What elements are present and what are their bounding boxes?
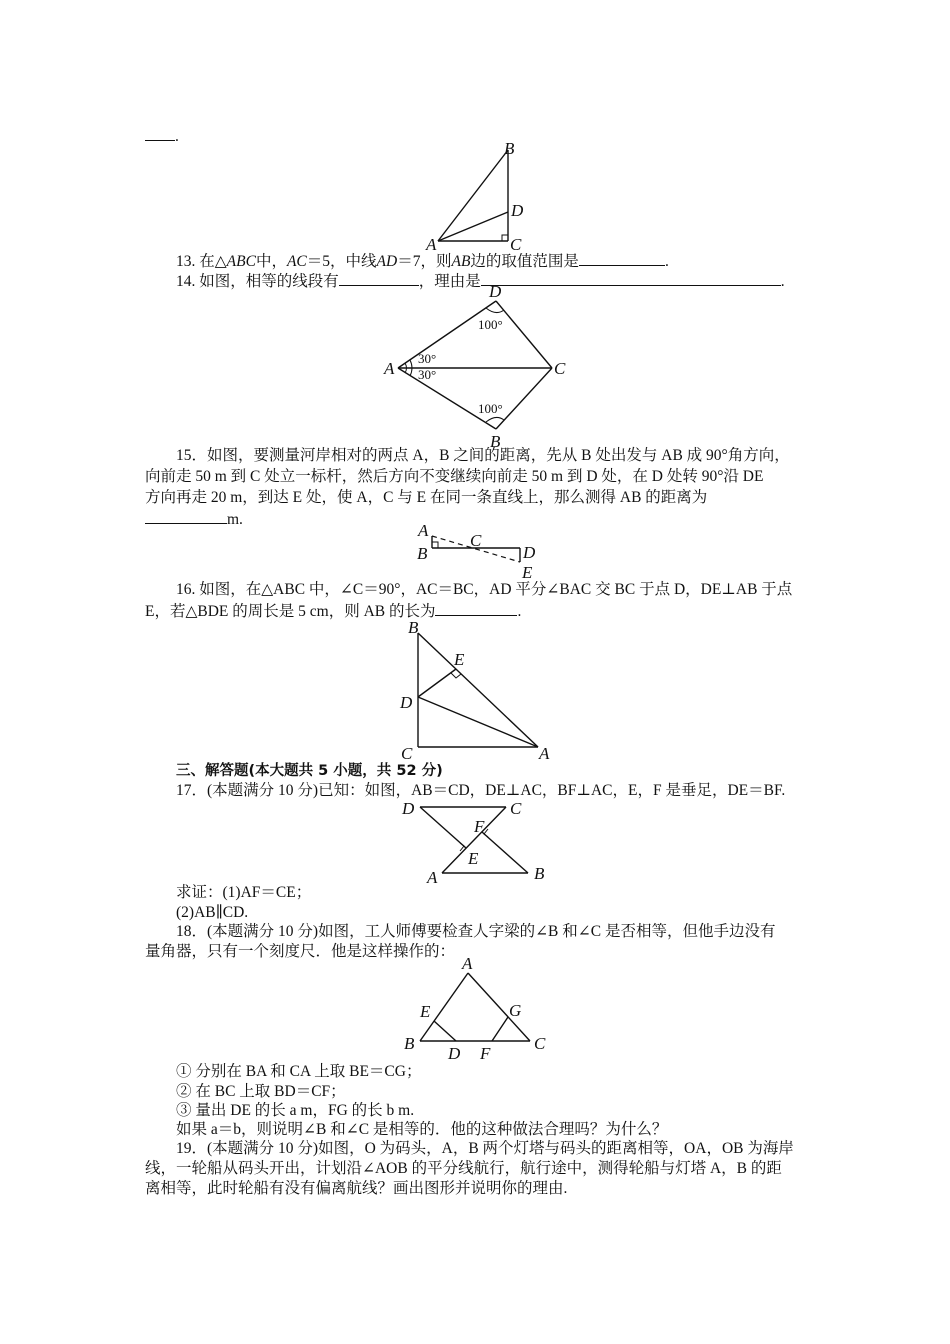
question-17-line1: 17．(本题满分 10 分)已知：如图，AB＝CD，DE⊥AC，BF⊥AC，E，F 是垂足，DE＝BF. [176, 782, 786, 799]
answer-blank [579, 251, 665, 266]
label-C: C [554, 359, 566, 378]
label-D: D [523, 543, 536, 562]
label-B: B [504, 139, 515, 158]
label-B: B [408, 618, 419, 637]
proof-part-1: 求证：(1)AF＝CE； [176, 884, 312, 901]
section-heading: 三、解答题(本大题共 5 小题，共 52 分) [176, 763, 443, 779]
label-B: B [490, 432, 501, 449]
label-A: A [462, 954, 473, 973]
label-C: C [510, 235, 522, 253]
question-16-line2: E，若△BDE 的周长是 5 cm，则 AB 的长为 . [145, 603, 522, 620]
label-D: D [489, 283, 502, 301]
angle-label: 100° [478, 401, 503, 416]
question-18-prompt: 如果 a＝b，则说明∠B 和∠C 是相等的．他的这种做法合理吗？为什么？ [176, 1121, 668, 1138]
question-15-line2: 向前走 50 m 到 C 处立一标杆，然后方向不变继续向前走 50 m 到 D 处，在 D 处转 90°沿 DE [145, 468, 764, 485]
figure-q17 [396, 795, 556, 887]
question-18-line2: 量角器，只有一个刻度尺．他是这样操作的： [145, 943, 456, 960]
label-D: D [448, 1044, 461, 1063]
step-2: ② 在 BC 上取 BD＝CF； [176, 1083, 346, 1100]
question-19-line1: 19．(本题满分 10 分)如图，O 为码头，A，B 两个灯塔与码头的距离相等，OA，OB 为海岸 [176, 1140, 794, 1157]
label-E: E [454, 650, 465, 669]
label-C: C [470, 531, 482, 550]
q12-tail: . [145, 126, 179, 147]
answer-blank [435, 601, 517, 616]
label-B: B [404, 1034, 415, 1053]
label-D: D [511, 201, 524, 220]
label-A: A [426, 235, 437, 253]
label-B: B [417, 544, 428, 563]
label-A: A [427, 868, 438, 887]
proof-part-2: (2)AB∥CD. [176, 904, 249, 921]
answer-blank [145, 126, 175, 141]
figure-q18 [396, 953, 556, 1065]
step-1: ① 分别在 BA 和 CA 上取 BE＝CG； [176, 1063, 422, 1080]
label-F: F [474, 817, 485, 836]
question-19-line3: 离相等，此时轮船有没有偏离航线？画出图形并说明你的理由. [145, 1180, 568, 1197]
question-15-line4: m. [145, 509, 243, 530]
label-A: A [384, 359, 395, 378]
label-B: B [534, 864, 545, 883]
figure-q15 [412, 520, 552, 582]
figure-q14 [380, 283, 580, 449]
label-F: F [480, 1044, 491, 1063]
angle-label: 30° [418, 367, 437, 382]
label-G: G [509, 1001, 522, 1020]
question-14: 14. 如图，相等的线段有 ，理由是 . [176, 273, 785, 290]
angle-label: 30° [418, 351, 437, 366]
question-13: 13. 在△ABC中，AC＝5，中线AD＝7，则AB边的取值范围是 . [176, 253, 669, 270]
figure-q12 [420, 138, 540, 253]
label-E: E [468, 849, 479, 868]
label-D: D [402, 799, 415, 818]
angle-label: 100° [478, 317, 503, 332]
question-16-line1: 16. 如图，在△ABC 中，∠C＝90°，AC＝BC，AD 平分∠BAC 交 BC 于点 D，DE⊥AB 于点 [176, 581, 793, 598]
label-C: C [401, 744, 413, 763]
label-C: C [510, 799, 522, 818]
label-E: E [420, 1002, 431, 1021]
question-18-line1: 18．(本题满分 10 分)如图，工人师傅要检查人字梁的∠B 和∠C 是否相等，但他手边没有 [176, 923, 776, 940]
label-A: A [418, 521, 429, 540]
label-D: D [400, 693, 413, 712]
question-19-line2: 线，一轮船从码头开出，计划沿∠AOB 的平分线航行，航行途中，测得轮船与灯塔 A，B 的距 [145, 1160, 782, 1177]
figure-q16 [396, 617, 556, 763]
question-15-line3: 方向再走 20 m，到达 E 处，使 A，C 与 E 在同一条直线上，那么测得 AB 的距离为 [145, 489, 708, 506]
label-A: A [539, 744, 550, 763]
question-15-line1: 15．如图，要测量河岸相对的两点 A，B 之间的距离，先从 B 处出发与 AB 成 90°角方向， [176, 447, 790, 464]
label-C: C [534, 1034, 546, 1053]
label-E: E [522, 563, 533, 582]
answer-blank [145, 509, 227, 524]
step-3: ③ 量出 DE 的长 a m，FG 的长 b m. [176, 1102, 415, 1119]
